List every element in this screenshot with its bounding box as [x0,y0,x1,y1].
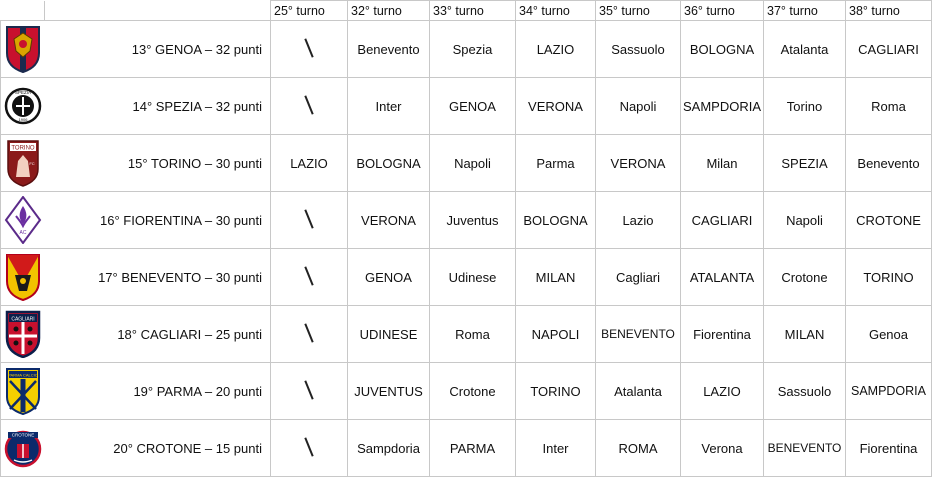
fixture-cell: Napoli [596,78,681,135]
fixture-cell: BOLOGNA [516,192,596,249]
fixture-cell: Napoli [764,192,846,249]
table-row [1,306,932,363]
turno-header: 32° turno [348,1,430,21]
fixture-cell: LAZIO [681,363,764,420]
torino-crest [4,139,42,187]
svg-text:FC: FC [29,161,35,166]
team-name: 19° PARMA – 20 punti [45,363,271,420]
benevento-crest [4,253,42,301]
fiorentina-crest [4,196,42,244]
team-name: 15° TORINO – 30 punti [45,135,271,192]
fixture-cell: Milan [681,135,764,192]
table-row [1,363,932,420]
fixture-cell: NAPOLI [516,306,596,363]
fixture-cell: Napoli [430,135,516,192]
fixture-cell: GENOA [348,249,430,306]
fixture-cell: Torino [764,78,846,135]
fixture-cell [271,249,348,306]
turno-header: 34° turno [516,1,596,21]
fixture-cell: Crotone [764,249,846,306]
fixture-cell [271,420,348,477]
fixture-cell: Udinese [430,249,516,306]
team-name: 20° CROTONE – 15 punti [45,420,271,477]
fixture-cell: Verona [681,420,764,477]
fixture-cell: GENOA [430,78,516,135]
header-blank [45,1,271,21]
table-row [1,78,932,135]
fixture-cell: CAGLIARI [846,21,932,78]
table-row [1,249,932,306]
fixture-cell: Parma [516,135,596,192]
fixture-cell: LAZIO [516,21,596,78]
header-blank [1,1,45,21]
turno-header: 35° turno [596,1,681,21]
fixture-cell: Sampdoria [348,420,430,477]
no-match-mark [304,38,313,57]
fixture-cell: VERONA [516,78,596,135]
fixture-cell: SPEZIA [764,135,846,192]
svg-text:CROTONE: CROTONE [11,432,34,438]
fixture-cell [271,363,348,420]
fixture-cell [271,306,348,363]
fixture-cell: UDINESE [348,306,430,363]
fixture-cell: Inter [348,78,430,135]
svg-text:PARMA CALCIO: PARMA CALCIO [7,372,38,378]
fixture-cell: BOLOGNA [681,21,764,78]
fixture-cell [271,78,348,135]
no-match-mark [304,95,313,114]
fixture-cell: VERONA [348,192,430,249]
fixture-cell: Sassuolo [764,363,846,420]
fixture-cell: Atalanta [764,21,846,78]
svg-text:SPEZIA: SPEZIA [14,90,31,95]
fixture-cell: Sassuolo [596,21,681,78]
table-row [1,420,932,477]
fixture-cell: BENEVENTO [596,306,681,363]
table-row [1,21,932,78]
fixture-cell: CAGLIARI [681,192,764,249]
fixture-cell: Roma [430,306,516,363]
team-name: 13° GENOA – 32 punti [45,21,271,78]
fixture-cell: MILAN [516,249,596,306]
fixture-cell: Benevento [348,21,430,78]
fixture-cell: LAZIO [271,135,348,192]
fixture-cell [271,192,348,249]
fixture-cell: Juventus [430,192,516,249]
crotone-crest [4,424,42,472]
team-name: 18° CAGLIARI – 25 punti [45,306,271,363]
svg-text:1906: 1906 [18,117,28,122]
svg-text:CAGLIARI: CAGLIARI [11,316,35,323]
spezia-crest [4,82,42,130]
fixture-cell: Roma [846,78,932,135]
turno-header: 36° turno [681,1,764,21]
turno-header: 37° turno [764,1,846,21]
fixture-cell [271,21,348,78]
parma-crest [4,367,42,415]
fixture-cell: Benevento [846,135,932,192]
svg-text:AC: AC [19,230,27,236]
no-match-mark [304,209,313,228]
fixture-cell: ATALANTA [681,249,764,306]
table-row [1,135,932,192]
cagliari-crest [4,310,42,358]
fixture-cell: BENEVENTO [764,420,846,477]
genoa-crest [4,25,42,73]
fixture-cell: Fiorentina [846,420,932,477]
fixture-cell: Genoa [846,306,932,363]
turno-header: 25° turno [271,1,348,21]
header-row [1,1,932,21]
fixture-cell: VERONA [596,135,681,192]
fixture-cell: MILAN [764,306,846,363]
fixture-cell: Lazio [596,192,681,249]
no-match-mark [304,380,313,399]
team-name: 16° FIORENTINA – 30 punti [45,192,271,249]
no-match-mark [304,266,313,285]
no-match-mark [304,323,313,342]
svg-text:TORINO: TORINO [11,145,35,152]
team-name: 17° BENEVENTO – 30 punti [45,249,271,306]
fixture-cell: CROTONE [846,192,932,249]
no-match-mark [304,437,313,456]
fixture-cell: Inter [516,420,596,477]
fixture-cell: TORINO [846,249,932,306]
team-name: 14° SPEZIA – 32 punti [45,78,271,135]
fixture-cell: Cagliari [596,249,681,306]
turno-header: 33° turno [430,1,516,21]
fixture-cell: Atalanta [596,363,681,420]
fixture-cell: TORINO [516,363,596,420]
fixture-cell: ROMA [596,420,681,477]
table-row [1,192,932,249]
fixture-cell: BOLOGNA [348,135,430,192]
fixture-cell: Crotone [430,363,516,420]
fixture-cell: JUVENTUS [348,363,430,420]
turno-header: 38° turno [846,1,932,21]
fixture-cell: SAMPDORIA [846,363,932,420]
fixture-cell: PARMA [430,420,516,477]
fixture-cell: SAMPDORIA [681,78,764,135]
fixture-cell: Spezia [430,21,516,78]
fixture-cell: Fiorentina [681,306,764,363]
